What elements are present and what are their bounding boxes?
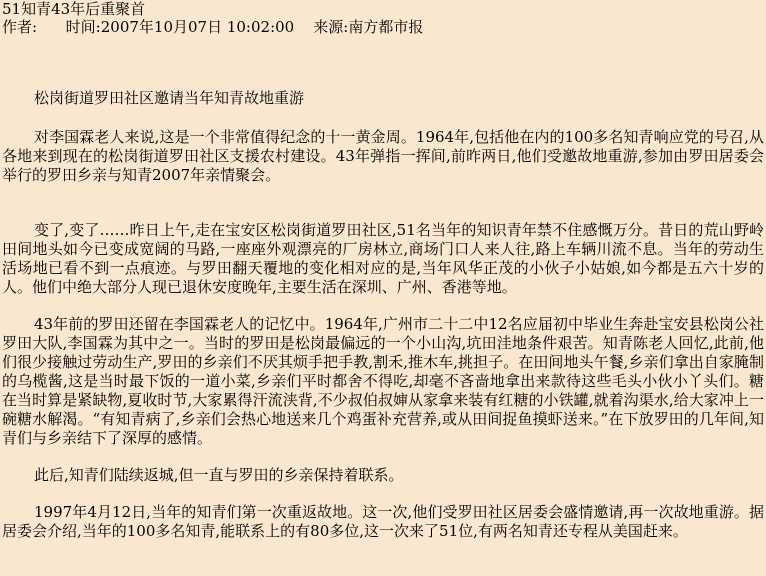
article-subtitle: 松岗街道罗田社区邀请当年知青故地重游 [34, 89, 305, 107]
source-value: 南方都市报 [348, 18, 424, 36]
header-spacer [2, 37, 764, 89]
article-title: 51知青43年后重聚首 [2, 0, 146, 18]
time-label: 时间: [65, 18, 101, 36]
paragraph: 1997年4月12日,当年的知青们第一次重返故地。这一次,他们受罗田社区居委会盛情邀请,再一次故地重游。据居委会介绍,当年的100多名知青,能联系上的有80多位,这一次来了51位,有两名知青还专程从美国赶来。 [2, 503, 764, 540]
author-label: 作者: [2, 18, 38, 36]
paragraph: 此后,知青们陆续返城,但一直与罗田的乡亲保持着联系。 [34, 466, 404, 484]
time-value: 2007年10月07日 10:02:00 [100, 18, 295, 36]
paragraph: 对李国霖老人来说,这是一个非常值得纪念的十一黄金周。1964年,包括他在内的100多名知青响应党的号召,从各地来到现在的松岗街道罗田社区支援农村建设。43年弹指一挥间,前昨两日,他们受邀故地重游,参加由罗田居委会举行的罗田乡亲与知青2007年亲情聚会。 [2, 128, 764, 184]
paragraph: 43年前的罗田还留在李国霖老人的记忆中。1964年,广州市二十二中12名应届初中毕业生奔赴宝安县松岗公社罗田大队,李国霖为其中之一。当时的罗田是松岗最偏远的一个小山沟,坑田洼地条件艰苦。知青陈老人回忆,此前,他们很少接触过劳动生产,罗田的乡亲们不厌其烦手把手教,割禾,推木车,挑担子。在田间地头午餐,乡亲们拿出自家腌制的乌榄酱,这是当时最下饭的一道小菜,乡亲们平时都舍不得吃,却毫不吝啬地拿出来款待这些毛头小伙小丫头们。糖在当时算是紧缺物,夏收时节,大家累得汗流浃背,不少叔伯叔婶从家拿来装有红糖的小铁罐,就着沟渠水,给大家冲上一碗糖水解渴。“有知青病了,乡亲们会热心地送来几个鸡蛋补充营养,或从田间捉鱼摸虾送来。”在下放罗田的几年间,知青们与乡亲结下了深厚的感情。 [2, 315, 764, 447]
article-meta [2, 18, 764, 37]
source-label: 来源: [313, 18, 349, 36]
paragraph: 变了,变了……昨日上午,走在宝安区松岗街道罗田社区,51名当年的知识青年禁不住感慨万分。昔日的荒山野岭田间地头如今已变成宽阔的马路,一座座外观漂亮的厂房林立,商场门口人来人往,路上车辆川流不息。当年的劳动生活场地已看不到一点痕迹。与罗田翻天覆地的变化相对应的是,当年风华正茂的小伙子小姑娘,如今都是五六十岁的人。他们中绝大部分人现已退休安度晚年,主要生活在深圳、广州、香港等地。 [2, 221, 764, 296]
